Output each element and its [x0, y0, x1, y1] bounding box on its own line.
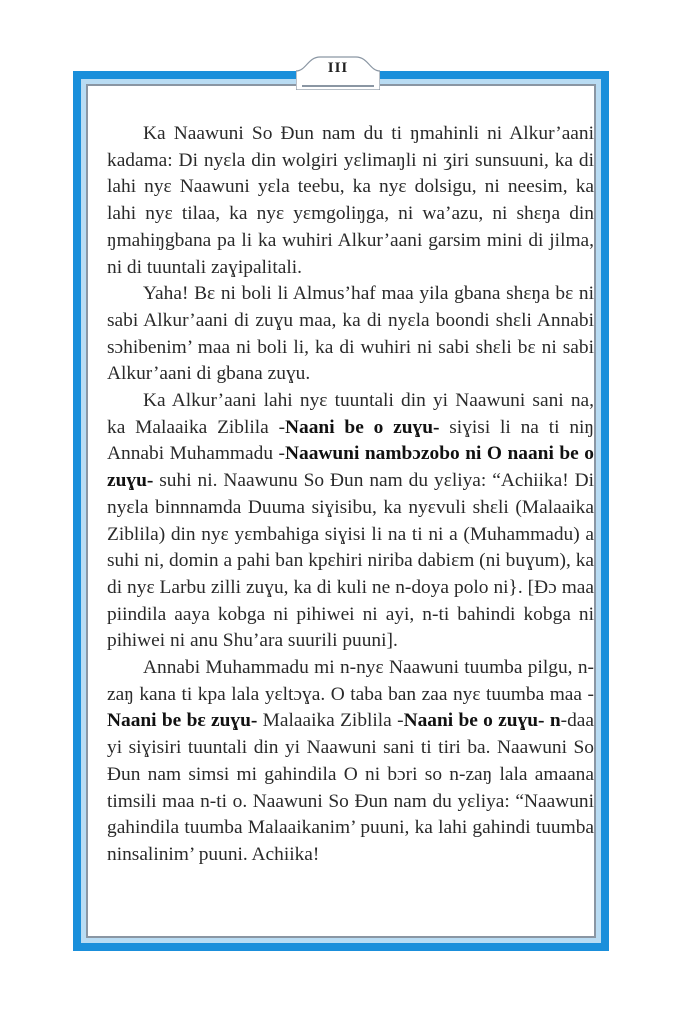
text-segment: siɣisi li na ti niŋ Annabi Muhammadu -: [107, 416, 594, 465]
text-segment: -daa yi siɣisiri tuuntali din yi Naawuni sani ti tiri ba. Naawuni So Ɖun nam simsi mi gahindila O ni bɔri so n-zaŋ lala amaana timsili maa n-ti o. Naawuni So Ɖun nam du yɛliya: “Naawuni gahindila tuumba Malaaikanim’ puuni, ka lahi gahindi tuumba ninsalinim’ puuni. Achiika!: [107, 710, 594, 865]
text-segment: Ka Naawuni So Ɖun nam du ti ŋmahinli ni Alkur’aani kadama: Di nyɛla din wolgiri yɛlimaŋli ni ʒiri sunsuuni, ka di lahi nyɛ Naawuni yɛla teebu, ka nyɛ dolsigu, ni neesim, ka lahi nyɛ tilaa, ka nyɛ yɛmgoliŋga, ni wa’azu, ni shɛŋa din ŋmahiŋgbana pa li ka wuhiri Alkur’aani garsim mini di jilma, ni di tuuntali zaɣipalitali.: [107, 123, 594, 278]
text-segment: Yaha! Bɛ ni boli li Almus’haf maa yila gbana shɛŋa bɛ ni sabi Alkur’aani di zuɣu maa, ka di nyɛla boondi shɛli Annabi sɔhibenim’ maa ni boli li, ka di wuhiri ni sabi shɛli bɛ ni sabi Alkur’aani di gbana zuɣu.: [107, 283, 594, 385]
page-text: [107, 121, 594, 869]
paragraph-1: [107, 121, 594, 281]
bold-honorific: Naani be bɛ zuɣu-: [107, 710, 258, 732]
text-segment: suhi ni. Naawunu So Ɖun nam du yɛliya: “Achiika! Di nyɛla binnnamda Duuma siɣisibu, ka nyɛvuli shɛli (Malaaika Ziblila) din nyɛ yɛmbahiga siɣisi li na ti ni a (Muhammadu) a suhi ni, domin a pahi ban kpɛhiri niriba dabiɛm (ni buɣum), ka di nyɛ Larbu zilli zuɣu, ka di kuli ne n-doya polo ni}. [Ɖɔ maa piindila aaya kobga ni pihiwei ni ayi, n-ti bahindi kobga ni pihiwei ni anu Shu’ara suurili puuni].: [107, 470, 594, 652]
paragraph-2: [107, 281, 594, 388]
paragraph-4: [107, 655, 594, 869]
text-segment: Annabi Muhammadu mi n-nyɛ Naawuni tuumba pilgu, n-zaŋ kana ti kpa lala yɛltɔɣa. O taba ban zaa nyɛ tuumba maa -: [107, 657, 594, 705]
text-segment: Malaaika Ziblila -: [257, 710, 404, 732]
paragraph-3: [107, 388, 594, 655]
bold-honorific: Naani be o zuɣu-: [285, 416, 440, 438]
bold-honorific: Naawuni nambɔzobo ni O naani be o zuɣu-: [107, 443, 594, 492]
text-segment: Ka Alkur’aani lahi nyɛ tuuntali din yi Naawuni sani na, ka Malaaika Ziblila -: [107, 390, 594, 438]
page-number: III: [327, 60, 349, 76]
bold-honorific: Naani be o zuɣu- n: [403, 710, 561, 732]
